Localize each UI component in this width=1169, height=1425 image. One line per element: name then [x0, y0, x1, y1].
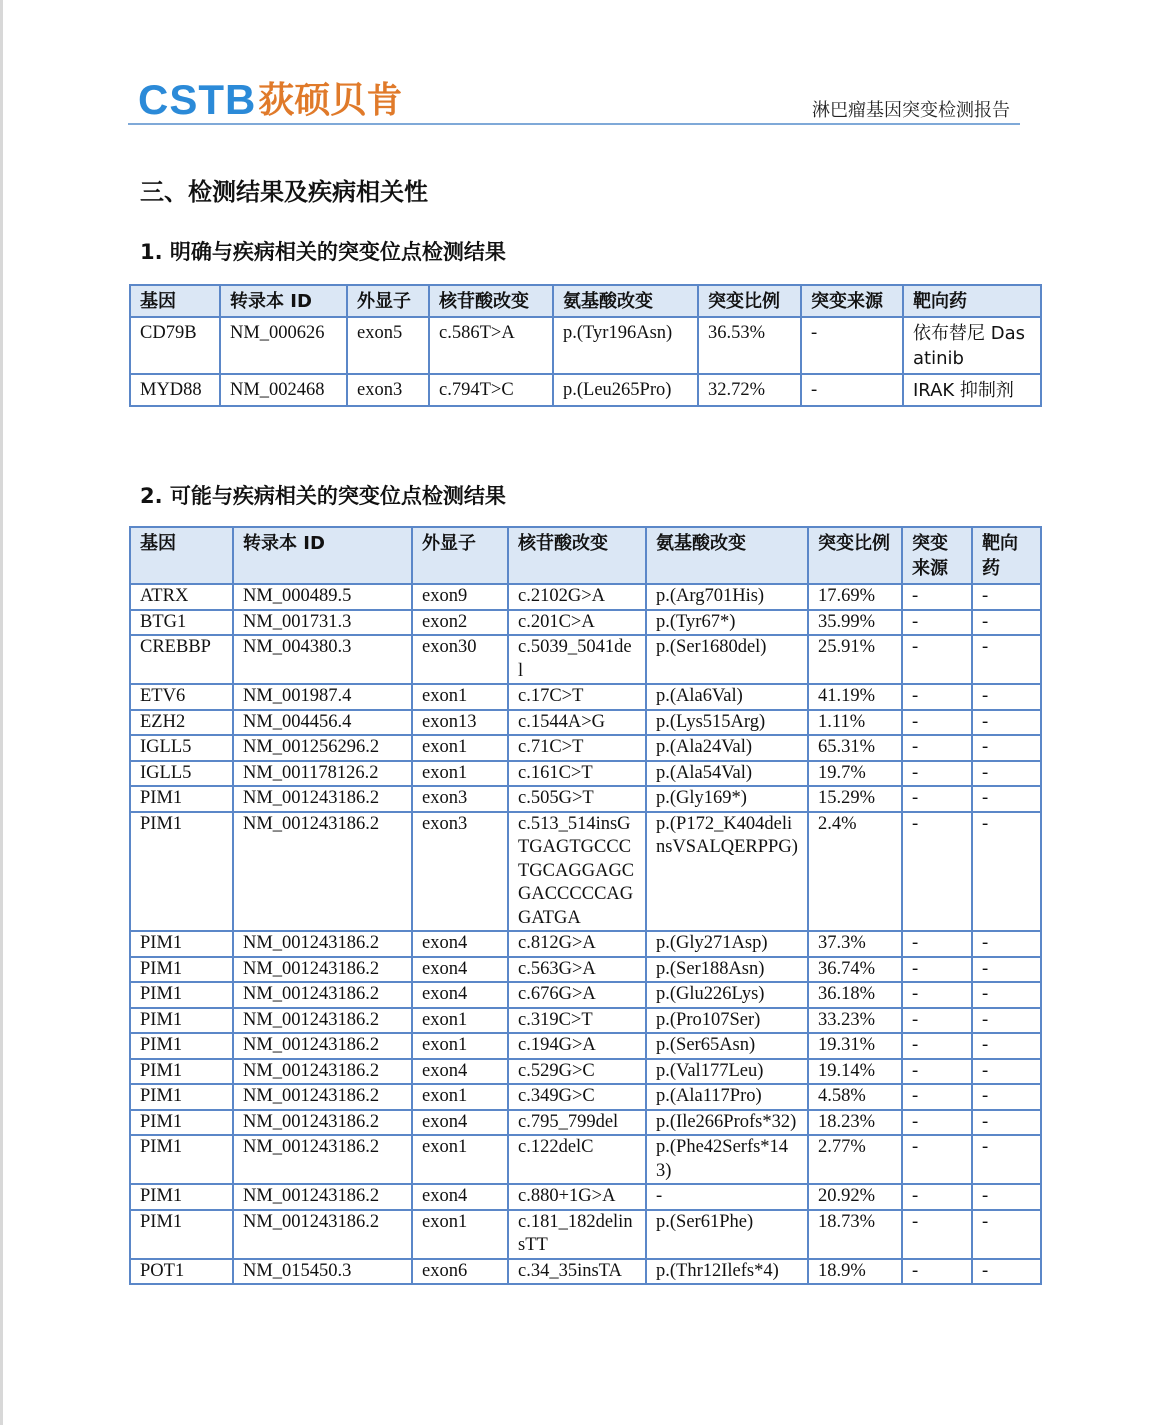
- cell-amino-acid-change: p.(Ser188Asn): [646, 957, 808, 983]
- cell-mutation-source: -: [902, 812, 972, 932]
- cell-nucleotide-change: c.349G>C: [508, 1084, 646, 1110]
- logo-chinese-text: 荻硕贝肯: [258, 79, 403, 121]
- cell-gene: CREBBP: [130, 635, 233, 684]
- cell-mutation-source: -: [902, 635, 972, 684]
- table-row: [130, 710, 1041, 736]
- cell-mutation-ratio: 36.74%: [808, 957, 902, 983]
- cell-nucleotide-change: c.795_799del: [508, 1110, 646, 1136]
- cell-gene: POT1: [130, 1259, 233, 1285]
- table-row: [130, 812, 1041, 932]
- cell-mutation-ratio: 18.73%: [808, 1210, 902, 1259]
- cell-exon: exon2: [412, 610, 508, 636]
- cell-transcript-id: NM_001243186.2: [233, 982, 412, 1008]
- cell-amino-acid-change: p.(Gly169*): [646, 786, 808, 812]
- cell-transcript-id: NM_001243186.2: [233, 812, 412, 932]
- cell-mutation-ratio: 41.19%: [808, 684, 902, 710]
- cell-transcript-id: NM_004380.3: [233, 635, 412, 684]
- cell-gene: MYD88: [130, 374, 220, 406]
- cell-amino-acid-change: p.(Tyr196Asn): [553, 317, 698, 374]
- cell-exon: exon5: [347, 317, 429, 374]
- cell-gene: PIM1: [130, 786, 233, 812]
- cell-amino-acid-change: p.(Ser61Phe): [646, 1210, 808, 1259]
- cell-mutation-ratio: 35.99%: [808, 610, 902, 636]
- cell-mutation-source: -: [801, 317, 903, 374]
- cell-exon: exon4: [412, 931, 508, 957]
- cell-transcript-id: NM_001243186.2: [233, 1210, 412, 1259]
- cell-targeted-drug: -: [972, 786, 1041, 812]
- table-row: [130, 635, 1041, 684]
- cell-mutation-ratio: 15.29%: [808, 786, 902, 812]
- logo-latin-text: CSTB: [138, 76, 257, 123]
- cell-gene: EZH2: [130, 710, 233, 736]
- table-row: [130, 1110, 1041, 1136]
- cell-mutation-ratio: 19.31%: [808, 1033, 902, 1059]
- table-row: [130, 584, 1041, 610]
- cell-gene: IGLL5: [130, 735, 233, 761]
- header-targeted-drug: 靶向药: [972, 527, 1041, 584]
- cell-amino-acid-change: p.(Leu265Pro): [553, 374, 698, 406]
- cell-transcript-id: NM_001731.3: [233, 610, 412, 636]
- header-divider: [128, 123, 1020, 125]
- table-row: [130, 786, 1041, 812]
- cell-targeted-drug: -: [972, 1059, 1041, 1085]
- header-targeted-drug: 靶向药: [903, 285, 1041, 317]
- cell-targeted-drug: -: [972, 635, 1041, 684]
- cell-transcript-id: NM_001256296.2: [233, 735, 412, 761]
- cell-nucleotide-change: c.71C>T: [508, 735, 646, 761]
- cell-transcript-id: NM_002468: [220, 374, 347, 406]
- cell-exon: exon1: [412, 684, 508, 710]
- cell-nucleotide-change: c.122delC: [508, 1135, 646, 1184]
- company-logo: [138, 74, 402, 122]
- cell-mutation-source: -: [902, 1184, 972, 1210]
- cell-nucleotide-change: c.17C>T: [508, 684, 646, 710]
- cell-gene: ETV6: [130, 684, 233, 710]
- cell-nucleotide-change: c.563G>A: [508, 957, 646, 983]
- cell-nucleotide-change: c.201C>A: [508, 610, 646, 636]
- header-amino-acid-change: 氨基酸改变: [646, 527, 808, 584]
- cell-transcript-id: NM_001243186.2: [233, 1110, 412, 1136]
- cell-nucleotide-change: c.880+1G>A: [508, 1184, 646, 1210]
- cell-targeted-drug: -: [972, 957, 1041, 983]
- cell-amino-acid-change: p.(Tyr67*): [646, 610, 808, 636]
- cell-transcript-id: NM_000626: [220, 317, 347, 374]
- cell-gene: PIM1: [130, 1110, 233, 1136]
- cell-amino-acid-change: p.(Val177Leu): [646, 1059, 808, 1085]
- cell-gene: ATRX: [130, 584, 233, 610]
- cell-amino-acid-change: p.(Glu226Lys): [646, 982, 808, 1008]
- cell-mutation-ratio: 37.3%: [808, 931, 902, 957]
- cell-nucleotide-change: c.181_182delinsTT: [508, 1210, 646, 1259]
- cell-gene: PIM1: [130, 982, 233, 1008]
- cell-mutation-source: -: [902, 584, 972, 610]
- cell-mutation-source: -: [902, 1135, 972, 1184]
- cell-nucleotide-change: c.676G>A: [508, 982, 646, 1008]
- cell-mutation-ratio: 4.58%: [808, 1084, 902, 1110]
- possible-mutations-table: [129, 526, 1042, 1285]
- cell-targeted-drug: -: [972, 982, 1041, 1008]
- table-row: [130, 931, 1041, 957]
- cell-mutation-ratio: 33.23%: [808, 1008, 902, 1034]
- cell-exon: exon1: [412, 1210, 508, 1259]
- cell-exon: exon6: [412, 1259, 508, 1285]
- report-header: [128, 70, 1020, 124]
- cell-mutation-source: -: [902, 1008, 972, 1034]
- cell-exon: exon1: [412, 1008, 508, 1034]
- header-amino-acid-change: 氨基酸改变: [553, 285, 698, 317]
- cell-targeted-drug: -: [972, 1184, 1041, 1210]
- cell-amino-acid-change: -: [646, 1184, 808, 1210]
- cell-mutation-ratio: 32.72%: [698, 374, 801, 406]
- definite-mutations-table: [129, 284, 1042, 407]
- cell-nucleotide-change: c.529G>C: [508, 1059, 646, 1085]
- cell-mutation-source: -: [902, 957, 972, 983]
- cell-nucleotide-change: c.513_514insGTGAGTGCCCTGCAGGAGCGACCCCCAGGATGA: [508, 812, 646, 932]
- table-row: [130, 957, 1041, 983]
- cell-amino-acid-change: p.(Thr12Ilefs*4): [646, 1259, 808, 1285]
- cell-transcript-id: NM_001178126.2: [233, 761, 412, 787]
- cell-targeted-drug: -: [972, 931, 1041, 957]
- cell-transcript-id: NM_001243186.2: [233, 1008, 412, 1034]
- cell-mutation-source: -: [902, 982, 972, 1008]
- header-mutation-ratio: 突变比例: [808, 527, 902, 584]
- header-exon: 外显子: [347, 285, 429, 317]
- cell-targeted-drug: -: [972, 1259, 1041, 1285]
- table-row: [130, 1184, 1041, 1210]
- cell-targeted-drug: -: [972, 735, 1041, 761]
- cell-targeted-drug: -: [972, 584, 1041, 610]
- cell-exon: exon1: [412, 1033, 508, 1059]
- cell-amino-acid-change: p.(Pro107Ser): [646, 1008, 808, 1034]
- cell-exon: exon4: [412, 982, 508, 1008]
- table-row: [130, 761, 1041, 787]
- header-mutation-source: 突变来源: [801, 285, 903, 317]
- cell-nucleotide-change: c.34_35insTA: [508, 1259, 646, 1285]
- table-row: [130, 1135, 1041, 1184]
- cell-gene: PIM1: [130, 1210, 233, 1259]
- header-transcript-id: 转录本 ID: [233, 527, 412, 584]
- cell-exon: exon4: [412, 1184, 508, 1210]
- cell-mutation-ratio: 20.92%: [808, 1184, 902, 1210]
- cell-gene: PIM1: [130, 1184, 233, 1210]
- cell-exon: exon4: [412, 1059, 508, 1085]
- cell-transcript-id: NM_001243186.2: [233, 1135, 412, 1184]
- cell-amino-acid-change: p.(Ala24Val): [646, 735, 808, 761]
- cell-mutation-ratio: 19.14%: [808, 1059, 902, 1085]
- cell-mutation-ratio: 36.18%: [808, 982, 902, 1008]
- cell-amino-acid-change: p.(Arg701His): [646, 584, 808, 610]
- header-gene: 基因: [130, 527, 233, 584]
- cell-gene: CD79B: [130, 317, 220, 374]
- cell-mutation-source: -: [902, 1059, 972, 1085]
- table-row: [130, 1059, 1041, 1085]
- cell-mutation-source: -: [902, 1210, 972, 1259]
- cell-mutation-ratio: 65.31%: [808, 735, 902, 761]
- cell-mutation-source: -: [902, 710, 972, 736]
- table1-title: 1. 明确与疾病相关的突变位点检测结果: [140, 240, 506, 264]
- cell-nucleotide-change: c.586T>A: [429, 317, 553, 374]
- table-row: [130, 735, 1041, 761]
- cell-amino-acid-change: p.(Ala54Val): [646, 761, 808, 787]
- cell-mutation-source: -: [902, 610, 972, 636]
- cell-amino-acid-change: p.(Gly271Asp): [646, 931, 808, 957]
- cell-transcript-id: NM_004456.4: [233, 710, 412, 736]
- table2-title: 2. 可能与疾病相关的突变位点检测结果: [140, 484, 506, 508]
- cell-mutation-source: -: [902, 761, 972, 787]
- cell-mutation-source: -: [902, 931, 972, 957]
- cell-exon: exon13: [412, 710, 508, 736]
- table-row: [130, 610, 1041, 636]
- cell-targeted-drug: IRAK 抑制剂: [903, 374, 1041, 406]
- table-header-row: [130, 285, 1041, 317]
- cell-transcript-id: NM_001243186.2: [233, 1184, 412, 1210]
- cell-gene: PIM1: [130, 1008, 233, 1034]
- table-row: [130, 1033, 1041, 1059]
- cell-transcript-id: NM_001243186.2: [233, 1084, 412, 1110]
- cell-mutation-ratio: 19.7%: [808, 761, 902, 787]
- cell-gene: PIM1: [130, 1084, 233, 1110]
- cell-exon: exon1: [412, 735, 508, 761]
- table-row: [130, 684, 1041, 710]
- cell-exon: exon4: [412, 957, 508, 983]
- cell-gene: PIM1: [130, 1059, 233, 1085]
- cell-targeted-drug: -: [972, 1110, 1041, 1136]
- cell-transcript-id: NM_001243186.2: [233, 786, 412, 812]
- cell-targeted-drug: -: [972, 1135, 1041, 1184]
- cell-amino-acid-change: p.(Ser1680del): [646, 635, 808, 684]
- cell-exon: exon1: [412, 1084, 508, 1110]
- table-row: [130, 1084, 1041, 1110]
- cell-nucleotide-change: c.1544A>G: [508, 710, 646, 736]
- cell-gene: PIM1: [130, 812, 233, 932]
- cell-amino-acid-change: p.(Ile266Profs*32): [646, 1110, 808, 1136]
- cell-mutation-source: -: [902, 1084, 972, 1110]
- cell-amino-acid-change: p.(Ala6Val): [646, 684, 808, 710]
- cell-mutation-source: -: [902, 786, 972, 812]
- header-transcript-id: 转录本 ID: [220, 285, 347, 317]
- cell-transcript-id: NM_001243186.2: [233, 1059, 412, 1085]
- cell-transcript-id: NM_001243186.2: [233, 931, 412, 957]
- header-nucleotide-change: 核苷酸改变: [508, 527, 646, 584]
- cell-nucleotide-change: c.161C>T: [508, 761, 646, 787]
- header-gene: 基因: [130, 285, 220, 317]
- cell-amino-acid-change: p.(Ser65Asn): [646, 1033, 808, 1059]
- cell-gene: IGLL5: [130, 761, 233, 787]
- cell-mutation-ratio: 18.23%: [808, 1110, 902, 1136]
- cell-gene: PIM1: [130, 1033, 233, 1059]
- cell-mutation-ratio: 18.9%: [808, 1259, 902, 1285]
- cell-exon: exon3: [347, 374, 429, 406]
- cell-nucleotide-change: c.2102G>A: [508, 584, 646, 610]
- cell-amino-acid-change: p.(Phe42Serfs*143): [646, 1135, 808, 1184]
- cell-targeted-drug: -: [972, 1033, 1041, 1059]
- cell-mutation-source: -: [902, 1259, 972, 1285]
- cell-exon: exon1: [412, 1135, 508, 1184]
- cell-targeted-drug: -: [972, 812, 1041, 932]
- table-header-row: [130, 527, 1041, 584]
- cell-exon: exon3: [412, 786, 508, 812]
- cell-nucleotide-change: c.5039_5041del: [508, 635, 646, 684]
- table-row: [130, 982, 1041, 1008]
- cell-targeted-drug: -: [972, 684, 1041, 710]
- cell-targeted-drug: -: [972, 1210, 1041, 1259]
- table-row: [130, 1259, 1041, 1285]
- cell-targeted-drug: -: [972, 610, 1041, 636]
- cell-targeted-drug: -: [972, 1084, 1041, 1110]
- cell-targeted-drug: -: [972, 761, 1041, 787]
- cell-targeted-drug: -: [972, 710, 1041, 736]
- cell-nucleotide-change: c.812G>A: [508, 931, 646, 957]
- page-edge-shadow: [0, 0, 3, 1425]
- cell-amino-acid-change: p.(P172_K404delinsVSALQERPPG): [646, 812, 808, 932]
- report-title: 淋巴瘤基因突变检测报告: [812, 100, 1010, 121]
- table-row: [130, 1210, 1041, 1259]
- cell-gene: PIM1: [130, 931, 233, 957]
- header-mutation-source: 突变来源: [902, 527, 972, 584]
- cell-gene: PIM1: [130, 957, 233, 983]
- cell-exon: exon3: [412, 812, 508, 932]
- cell-nucleotide-change: c.319C>T: [508, 1008, 646, 1034]
- header-exon: 外显子: [412, 527, 508, 584]
- cell-exon: exon4: [412, 1110, 508, 1136]
- cell-transcript-id: NM_001243186.2: [233, 957, 412, 983]
- cell-mutation-ratio: 1.11%: [808, 710, 902, 736]
- table-row: [130, 317, 1041, 374]
- cell-targeted-drug: 依布替尼 Dasatinib: [903, 317, 1041, 374]
- cell-mutation-source: -: [902, 684, 972, 710]
- cell-mutation-ratio: 36.53%: [698, 317, 801, 374]
- cell-mutation-source: -: [801, 374, 903, 406]
- cell-transcript-id: NM_015450.3: [233, 1259, 412, 1285]
- cell-amino-acid-change: p.(Ala117Pro): [646, 1084, 808, 1110]
- cell-transcript-id: NM_001987.4: [233, 684, 412, 710]
- table-row: [130, 1008, 1041, 1034]
- cell-mutation-source: -: [902, 1033, 972, 1059]
- table-row: [130, 374, 1041, 406]
- cell-mutation-ratio: 17.69%: [808, 584, 902, 610]
- cell-nucleotide-change: c.794T>C: [429, 374, 553, 406]
- header-nucleotide-change: 核苷酸改变: [429, 285, 553, 317]
- cell-exon: exon30: [412, 635, 508, 684]
- cell-targeted-drug: -: [972, 1008, 1041, 1034]
- section-title: 三、检测结果及疾病相关性: [140, 178, 428, 206]
- cell-nucleotide-change: c.505G>T: [508, 786, 646, 812]
- cell-mutation-ratio: 2.77%: [808, 1135, 902, 1184]
- cell-transcript-id: NM_001243186.2: [233, 1033, 412, 1059]
- cell-mutation-ratio: 2.4%: [808, 812, 902, 932]
- cell-amino-acid-change: p.(Lys515Arg): [646, 710, 808, 736]
- cell-gene: PIM1: [130, 1135, 233, 1184]
- cell-exon: exon9: [412, 584, 508, 610]
- header-mutation-ratio: 突变比例: [698, 285, 801, 317]
- cell-nucleotide-change: c.194G>A: [508, 1033, 646, 1059]
- cell-gene: BTG1: [130, 610, 233, 636]
- cell-mutation-ratio: 25.91%: [808, 635, 902, 684]
- cell-transcript-id: NM_000489.5: [233, 584, 412, 610]
- cell-mutation-source: -: [902, 1110, 972, 1136]
- cell-mutation-source: -: [902, 735, 972, 761]
- cell-exon: exon1: [412, 761, 508, 787]
